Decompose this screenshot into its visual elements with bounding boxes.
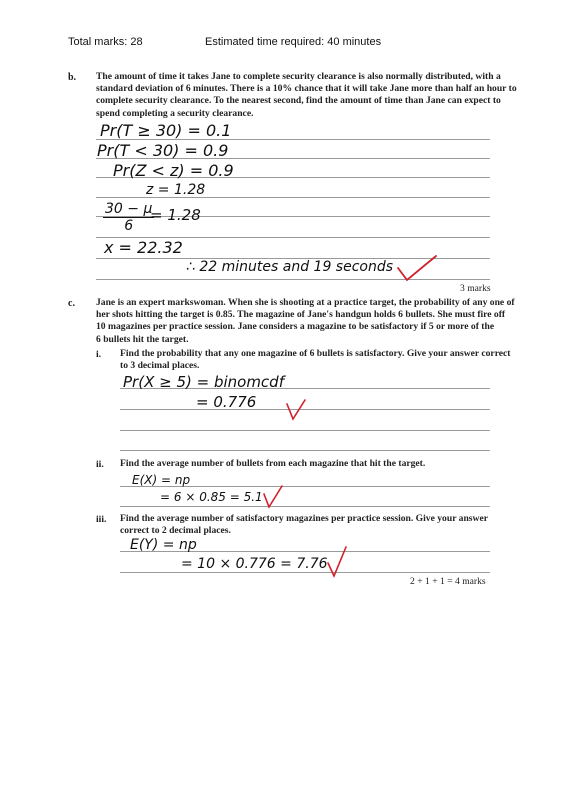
handwriting-ii-1: E(X) = np: [132, 473, 191, 487]
part-i-line: Find the probability that any one magazine of 6 bullets is satisfactory. Give your answer correct: [120, 348, 511, 359]
total-marks: Total marks: 28: [68, 36, 143, 48]
page-header: [68, 36, 382, 48]
handwriting-b-6: ∴ 22 minutes and 19 seconds: [186, 259, 394, 275]
tick-mark-icon: [395, 254, 439, 282]
question-c-label: c.: [68, 298, 75, 309]
handwriting-b-5: x = 22.32: [104, 238, 183, 257]
tick-mark-icon: [325, 545, 349, 579]
tick-mark-icon: [262, 484, 284, 510]
question-c-line: her shots hitting the target is 0.85. The magazine of Jane's handgun holds 6 bullets. She must fire off: [96, 309, 506, 321]
part-i-line: to 3 decimal places.: [120, 360, 200, 372]
handwriting-b-2: Pr(T < 30) = 0.9: [97, 141, 229, 160]
handwriting-b-fraction-rhs: = 1.28: [150, 206, 201, 224]
answer-line: [120, 572, 490, 573]
handwriting-iii-2: = 10 × 0.776 = 7.76: [181, 556, 328, 572]
part-iii-label: iii.: [96, 514, 107, 525]
handwriting-i-1: Pr(X ≥ 5) = binomcdf: [123, 373, 284, 391]
part-ii-text: [120, 458, 425, 470]
part-iii-line: Find the average number of satisfactory magazines per practice session. Give your answer: [120, 513, 488, 524]
handwriting-ii-2: = 6 × 0.85 = 5.1: [160, 490, 263, 504]
question-b-text: [96, 71, 517, 120]
handwriting-b-fraction: [103, 201, 154, 234]
question-c-line: Jane is an expert markswoman. When she is shooting at a practice target, the probability of any one of: [96, 297, 515, 308]
estimated-time: Estimated time required: 40 minutes: [205, 36, 382, 48]
fraction-denominator: 6: [124, 218, 134, 234]
handwriting-i-2: = 0.776: [196, 393, 257, 411]
answer-line: [120, 450, 490, 451]
handwriting-b-4: z = 1.28: [146, 182, 206, 198]
fraction-numerator: 30 − μ: [105, 201, 153, 217]
question-c-line: 6 bullets hit the target.: [96, 333, 189, 345]
question-b-line: The amount of time it takes Jane to complete security clearance is also normally distributed, with a: [96, 71, 501, 82]
answer-line: [120, 506, 490, 507]
tick-mark-icon: [285, 398, 307, 422]
question-b-line: standard deviation of 6 minutes. There is a 10% chance that it will take Jane more than half an hour to: [96, 83, 517, 95]
handwriting-iii-1: E(Y) = np: [130, 537, 197, 553]
part-ii-line: Find the average number of bullets from each magazine that hit the target.: [120, 458, 426, 469]
part-ii-label: ii.: [96, 459, 104, 470]
question-c-line: 10 magazines per practice session. Jane considers a magazine to be satisfactory if 5 or more of the: [96, 321, 495, 333]
handwriting-b-1: Pr(T ≥ 30) = 0.1: [100, 121, 232, 140]
question-c-text: [96, 297, 515, 346]
question-b-label: b.: [68, 72, 77, 83]
part-iii-line: correct to 2 decimal places.: [120, 525, 231, 537]
answer-line: [120, 430, 490, 431]
question-b-line: complete security clearance. To the nearest second, find the amount of time than Jane can expect to: [96, 95, 501, 107]
handwriting-b-3: Pr(Z < z) = 0.9: [113, 161, 234, 180]
question-b-marks: 3 marks: [460, 283, 491, 294]
part-i-label: i.: [96, 349, 102, 360]
part-i-text: [120, 348, 511, 372]
part-iii-text: [120, 513, 488, 537]
question-c-marks: 2 + 1 + 1 = 4 marks: [410, 576, 486, 587]
question-b-line: spend completing a security clearance.: [96, 107, 254, 119]
